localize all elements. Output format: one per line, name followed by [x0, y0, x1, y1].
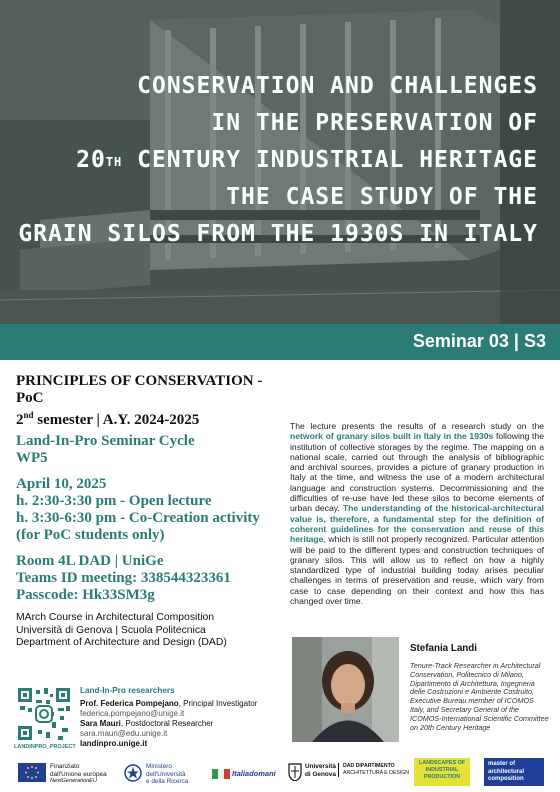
- seminar-cycle: Land-In-Pro Seminar Cycle WP5: [16, 433, 195, 466]
- qr-code[interactable]: [16, 686, 72, 742]
- italy-flag-icon: [212, 767, 230, 781]
- seminar-bar: [0, 324, 560, 360]
- march-logo: master of architectural composition: [484, 758, 544, 786]
- speaker-photo: [292, 637, 399, 742]
- title-line-5: GRAIN SILOS FROM THE 1930S IN ITALY: [18, 221, 538, 247]
- time-open-lecture: h. 2:30-3:30 pm - Open lecture: [16, 493, 212, 509]
- lecture-abstract: The lecture presents the results of a research study on the network of granary silos built in Italy in the 1930s following the institution of collective storages by the regime. The mapping on a national scale, carried out through the analysis of bibliographic and archival sources, provides a picture of granary production in Italy at the time, and witness the use of a modern architectural language and construction systems. Decommissioning and the difficulties of re-use have led these silos to become elements of urban decay. The understanding of the historical-architectural value is, therefore, a fundamental step for the definition of coherent guidelines for the conservation and reuse of this heritage, which is still not properly recognized. Particular attention will be paid to the different types and construction techniques of granary silos. This will allow us to reflect on how a highly standardized type of industrial building today arises peculiar challenges in terms of preservation and reuse, which vary from case to case depending on their context and how this has changed over time.: [290, 421, 544, 607]
- schedule: [16, 476, 286, 544]
- researcher-2-email[interactable]: sara.mauri@edu.unige.it: [80, 729, 168, 738]
- researcher-1-name: Prof. Federica Pompejano: [80, 699, 179, 708]
- landinpro-logo: LANDSCAPES OF INDUSTRIAL PRODUCTION: [414, 758, 470, 786]
- researchers-title: Land-In-Pro researchers: [80, 686, 175, 695]
- mur-logo: Ministero dell'Università e della Ricerca: [124, 763, 188, 786]
- teams-id: Teams ID meeting: 338544323361: [16, 570, 231, 586]
- qr-caption: LANDINPRO_PROJECT: [14, 744, 76, 750]
- title-line-3: 20TH CENTURY INDUSTRIAL HERITAGE: [76, 147, 538, 173]
- event-date: April 10, 2025: [16, 476, 107, 492]
- unige-crest-icon: [288, 763, 302, 781]
- course-title: PRINCIPLES OF CONSERVATION - PoC: [16, 373, 263, 406]
- researcher-2-name: Sara Mauri: [80, 719, 121, 728]
- room: Room 4L DAD | UniGe: [16, 553, 164, 569]
- italiadomani-logo: Italiadomani: [212, 767, 276, 781]
- title-line-2: IN THE PRESERVATION OF: [211, 110, 538, 136]
- seminar-label: Seminar 03 | S3: [412, 331, 546, 351]
- project-website-link[interactable]: landinpro.unige.it: [80, 739, 148, 748]
- republic-emblem-icon: [124, 763, 142, 783]
- researcher-1-email[interactable]: federica.pompejano@unige.it: [80, 709, 185, 718]
- dad-logo: DAD DIPARTIMENTO ARCHITETTURA E DESIGN: [338, 763, 409, 777]
- speaker-bio: Tenure-Track Researcher in Architectural Conservation, Politecnico di Milano, Dipartimento di Architettura, Ingegneria delle Costruzioni e Ambiente Costruito, Executive Bureau member of ICOMOS Italy, and Secretary General of the ICOMOS-International Scientific Committee on 20th Century Heritage: [410, 661, 549, 732]
- lecture-title: [18, 68, 538, 253]
- course-affiliation: MArch Course in Architectural Composition Università di Genova | Scuola Politecnica Department of Architecture and Design (DAD): [16, 612, 227, 648]
- passcode: Passcode: Hk33SM3g: [16, 587, 155, 603]
- venue-info: [16, 553, 286, 604]
- title-line-1: CONSERVATION AND CHALLENGES: [137, 73, 538, 99]
- event-info: [16, 373, 286, 650]
- hero-banner: [0, 0, 560, 324]
- time-cocreation: h. 3:30-6:30 pm - Co-Creation activity (for PoC students only): [16, 510, 260, 543]
- eu-flag-icon: [18, 763, 46, 782]
- sponsor-logos: [0, 754, 560, 792]
- speaker-name: Stefania Landi: [410, 643, 477, 654]
- researchers-list: Prof. Federica Pompejano, Principal Investigator federica.pompejano@unige.it Sara Mauri, Postdoctoral Researcher sara.mauri@edu.unige.it landinpro.unige.it: [80, 699, 258, 748]
- title-line-4: THE CASE STUDY OF THE: [226, 184, 538, 210]
- eu-logo: Finanziato dall'Unione europea NextGenerationEU: [18, 763, 107, 786]
- semester-line: 2nd semester | A.Y. 2024-2025: [16, 410, 200, 428]
- unige-logo: Università di Genova: [288, 763, 336, 781]
